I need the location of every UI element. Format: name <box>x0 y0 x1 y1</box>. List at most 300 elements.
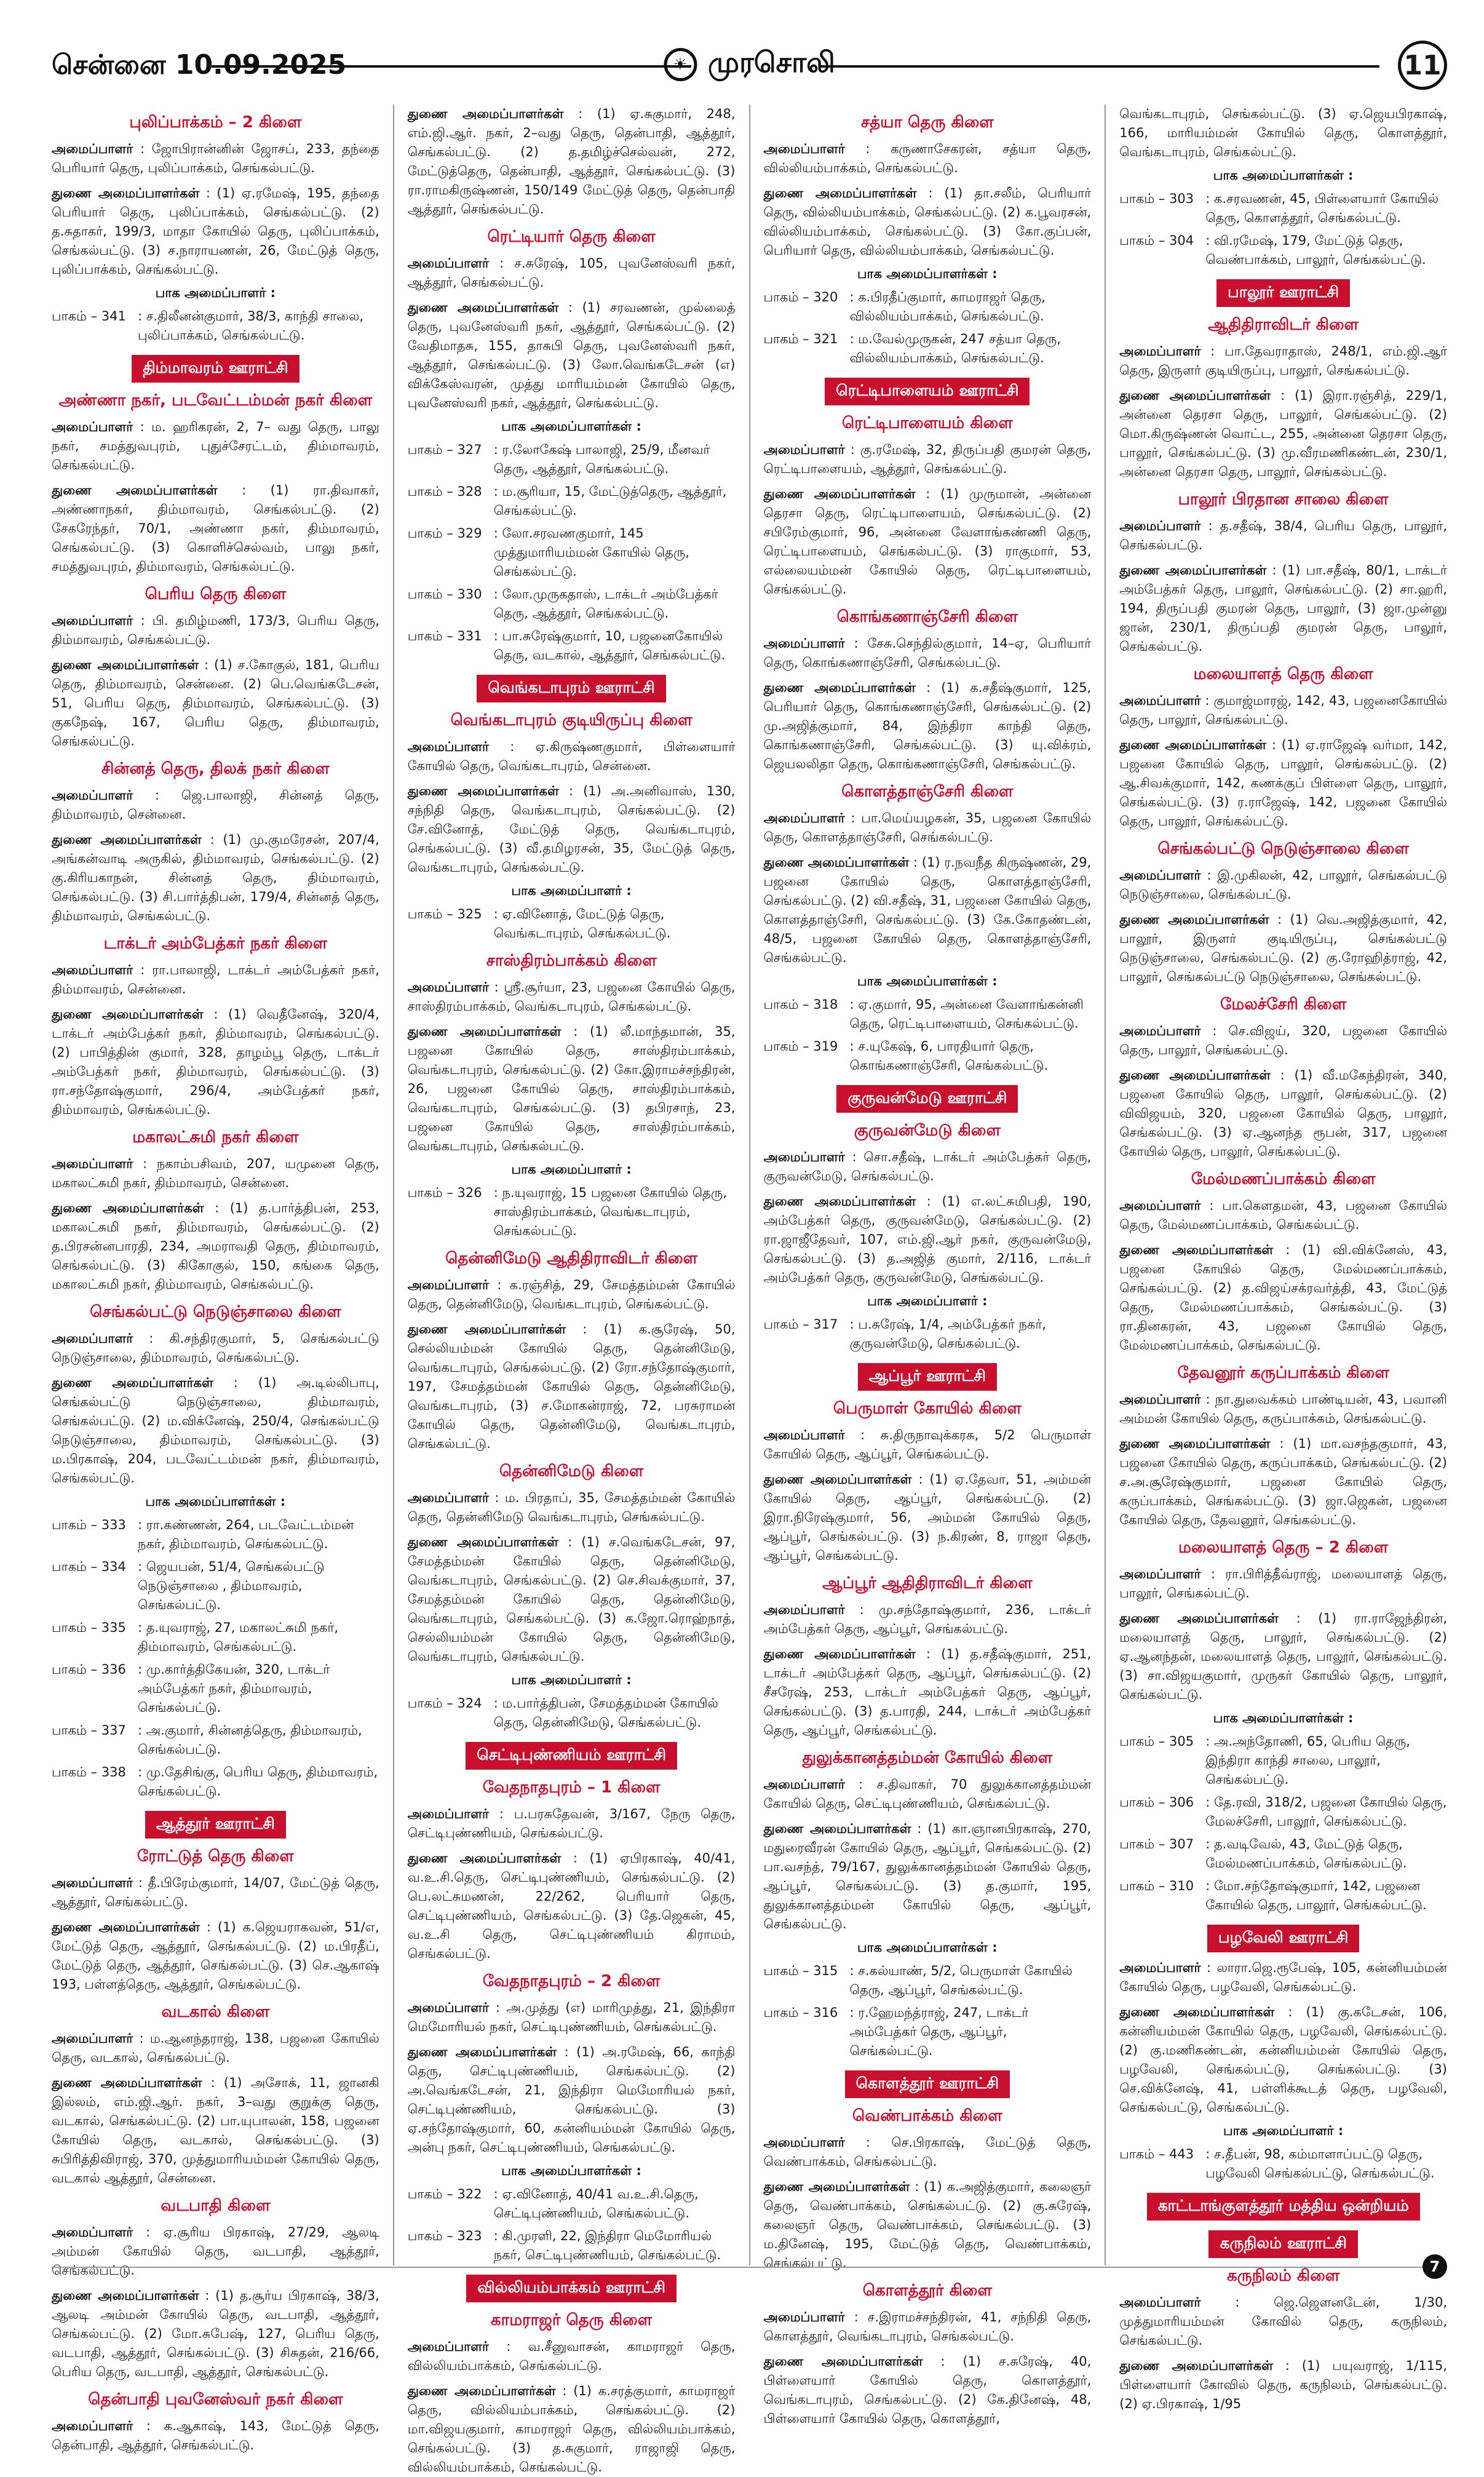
branch-heading: தென்னிமேடு கிளை <box>499 1462 644 1481</box>
deputy-entry <box>52 656 379 751</box>
entry-text: : (1) க.சதீஷ்குமார், 125, பெரியார் தெரு, கொங்கணாஞ்சேரி, செங்கல்பட்டு. (2) மு.அஜித்குமார், 84, இந்திரா காந்தி தெரு, கொங்கணாஞ்சேரி, செங்கல்பட்டு. (3) யு.விக்ரம், ஜெயலலிதா தெரு, கொங்கணாஞ்சேரி, செங்கல்பட்டு. <box>763 680 1092 771</box>
role-label: அமைப்பாளர் <box>407 256 490 271</box>
section-subhead: பாக அமைப்பாளர்கள் : <box>857 266 998 281</box>
deputy-entry <box>764 1819 1092 1934</box>
entry-text: : (1) ரா.ராஜேந்திரன், மலையாளத் தெரு, பாலூர், செங்கல்பட்டு. (2) ஏ.ஆனந்தன், மலையாளத் தெரு, பாலூர், செங்கல்பட்டு. (3) சா.விஜயகுமார், முருகர் கோயில் தெரு, பாலூர், செங்கல்பட்டு. <box>1119 1611 1447 1702</box>
booth-number: பாகம் – 335 <box>52 1620 126 1635</box>
booth-number: பாகம் – 318 <box>763 997 838 1012</box>
role-label: துணை அமைப்பாளர்கள் <box>763 1647 916 1661</box>
branch-heading: வெண்பாக்கம் கிளை <box>852 2107 1002 2125</box>
booth-number: பாகம் – 310 <box>1119 1879 1194 1893</box>
booth-number: பாகம் – 305 <box>1119 1734 1194 1749</box>
booth-number: பாகம் – 341 <box>52 309 126 324</box>
organizer-entry <box>408 1805 736 1843</box>
booth-number: பாகம் – 334 <box>52 1559 126 1574</box>
booth-entry <box>764 1037 1092 1075</box>
entry-text: : ஜோபிரான்னின் ஜோசப், 233, தந்தை பெரியார் தெரு, புலிப்பாக்கம், செங்கல்பட்டு. <box>52 141 379 175</box>
role-label: துணை அமைப்பாளர்கள் <box>407 1851 561 1866</box>
booth-number: பாகம் – 324 <box>407 1696 482 1711</box>
entry-text: : (1) ஏபிரகாஷ், 40/41, வ.உ.சி.தெரு, செட்டிபுண்ணியம், செங்கல்பட்டு. (2) பெ.லட்சுமணன், 22/262, பெரியார் தெரு, செட்டிபுண்ணியம், செங்கல்பட்டு. (3) தே.ஜெகன், 45, வ.உ.சி தெரு, செட்டிபுண்ணியம் கிராமம், செங்கல்பட்டு. <box>407 1851 736 1961</box>
role-label: துணை அமைப்பாளர்கள் <box>407 2045 557 2059</box>
entry-text: : ம.ஆனந்தராஜ், 138, பஜனை கோயில் தெரு, வடகால், செங்கல்பட்டு. <box>52 2031 379 2065</box>
booth-number: பாகம் – 325 <box>407 907 482 921</box>
organizer-entry <box>52 961 379 999</box>
role-label: துணை அமைப்பாளர்கள் <box>52 832 202 847</box>
deputy-entry <box>1119 1241 1447 1355</box>
booth-text: : ஏ.குமார், 95, அன்னை வேளாங்கன்னி தெரு, ரெட்டிபாளையம், செங்கல்பட்டு. <box>849 997 1084 1031</box>
entry-text: : த.சதீஷ், 38/4, பெரிய தெரு, பாலூர், செங்கல்பட்டு. <box>1119 519 1447 552</box>
booth-entry <box>408 2227 736 2265</box>
role-label: அமைப்பாளர் <box>763 1602 845 1617</box>
organizer-entry <box>408 254 736 292</box>
booth-entry <box>764 2003 1092 2061</box>
role-label: துணை அமைப்பாளர்கள் <box>763 2179 910 2194</box>
role-label: அமைப்பாளர் <box>407 2339 490 2354</box>
role-label: அமைப்பாளர் <box>52 788 133 803</box>
booth-text: : ர.ஹேமந்த்ராஜ், 247, டாக்டர் அம்பேத்கர் தெரு, ஆப்பூர், செங்கல்பட்டு. <box>849 2005 1029 2058</box>
booth-text: : ச.தீபன், 98, கம்மாளாப்பட்டு தெரு, பழவேலி செங்கல்பட்டு, செங்கல்பட்டு. <box>1205 2147 1435 2181</box>
booth-number: பாகம் – 322 <box>407 2187 482 2201</box>
booth-text: : ச.கல்யாண், 5/2, பெருமாள் கோயில் தெரு, ஆப்பூர், செங்கல்பட்டு. <box>849 1963 1073 1997</box>
role-label: துணை அமைப்பாளர்கள் <box>763 1194 916 1209</box>
booth-number: பாகம் – 330 <box>407 587 482 602</box>
booth-text: : லோ.முருகதாஸ், டாக்டர் அம்பேத்கர் தெரு, ஆத்தூர், செங்கல்பட்டு. <box>493 587 718 621</box>
panchayat-banner: ரெட்டிபாளையம் ஊராட்சி <box>825 378 1030 405</box>
booth-entry <box>408 585 736 623</box>
booth-text: : பா.சுரேஷ்குமார், 10, பஜனைகோயில் தெரு, வடகால், ஆத்தூர், செங்கல்பட்டு. <box>493 629 726 662</box>
role-label: துணை அமைப்பாளர்கள் <box>52 186 200 201</box>
booth-text: : ம.வேல்முருகன், 247 சத்யா தெரு, வில்லியம்பாக்கம், செங்கல்பட்டு. <box>849 332 1061 365</box>
role-label: அமைப்பாளர் <box>1119 519 1201 533</box>
branch-heading: வேதநாதபுரம் – 1 கிளை <box>482 1778 661 1797</box>
deputy-entry <box>52 830 379 926</box>
entry-text: : (1) ஏ.ராஜேஷ் வர்மா, 142, பஜனை கோயில் தெரு, பாலூர், செங்கல்பட்டு. (2) ஆ.சிவக்குமார், 142, கணக்குப் பிள்ளை தெரு, பாலூர், செங்கல்பட்டு. (3) ர.ராஜேஷ், 142, பஜனை கோயில் தெரு, பாலூர், செங்கல்பட்டு. <box>1119 738 1447 829</box>
branch-heading: அண்ணா நகர், படவேட்டம்மன் நகர் கிளை <box>58 391 373 410</box>
branch-heading: மேலச்சேரி கிளை <box>1220 995 1347 1014</box>
booth-number: பாகம் – 320 <box>763 290 838 304</box>
role-label: அமைப்பாளர் <box>407 1490 490 1505</box>
deputy-entry <box>1119 736 1447 831</box>
deputy-entry <box>1119 1609 1447 1704</box>
deputy-entry <box>764 1470 1092 1565</box>
entry-text: : ஸ்ரீ.சூர்யா, 23, பஜனை கோயில் தெரு, சாஸ்திரம்பாக்கம், வெங்கடாபுரம், செங்கல்பட்டு. <box>407 980 736 1014</box>
organizer-entry <box>1119 342 1447 380</box>
deputy-entry <box>408 1320 736 1453</box>
section-subhead: பாக அமைப்பாளர்கள் : <box>1213 1711 1354 1725</box>
role-label: அமைப்பாளர் <box>763 442 845 457</box>
organizer-entry <box>764 2308 1092 2346</box>
role-label: அமைப்பாளர் <box>52 963 133 977</box>
masthead <box>52 38 1447 106</box>
organizer-entry <box>1119 1196 1447 1235</box>
section-subhead: பாக அமைப்பாளர்கள் : <box>145 1494 286 1509</box>
branch-heading: ஆதிதிராவிடர் கிளை <box>1208 316 1359 334</box>
deputy-entry <box>1119 910 1447 987</box>
booth-number: பாகம் – 337 <box>52 1723 126 1738</box>
booth-number: பாகம் – 319 <box>763 1039 838 1054</box>
entry-text: : (1) த.சூர்ய பிரகாஷ், 38/3, ஆலடி அம்மன் கோயில் தெரு, வடபாதி, ஆத்தூர், செங்கல்பட்டு. (2) மோ.சுபேஷ், 127, பெரிய தெரு, வடபாதி, ஆத்தூர், செங்கல்பட்டு. (3) சிசுதன், 216/66, பெரிய தெரு, வடபாதி, ஆத்தூர், செங்கல்பட்டு. <box>52 2288 379 2379</box>
entry-text: : (1) இரா.ரஞ்சித், 229/1, அன்னை தெரசா தெரு, பாலூர், செங்கல்பட்டு. (2) மொ.கிருஷ்ணன் வொட்ட, 255, அன்னை தெரசா தெரு, பாலூர், செங்கல்பட்டு. (3) மு.வீரமணிகண்டன், 230/1, அன்னை தெரசா தெரு, பாலூர், செங்கல்பட்டு. <box>1119 388 1447 479</box>
deputy-entry <box>408 2043 736 2157</box>
deputy-entry <box>764 2177 1092 2273</box>
role-label: துணை அமைப்பாளர்கள் <box>52 483 218 498</box>
entry-text: : க.ஆகாஷ், 143, மேட்டுத் தெரு, தென்பாதி, ஆத்தூர், செங்கல்பட்டு. <box>52 2419 379 2452</box>
entry-text: : இ.முகிலன், 42, பாலூர், செங்கல்பட்டு நெடுஞ்சாலை, செங்கல்பட்டு. <box>1119 868 1447 902</box>
branch-heading: கொங்கணாஞ்சேரி கிளை <box>836 608 1018 626</box>
booth-text: : லோ.சரவணகுமார், 145 முத்துமாரியம்மன் கோயில் தெரு, செங்கல்பட்டு. <box>493 526 689 579</box>
panchayat-banner: கருநிலம் ஊராட்சி <box>1208 2230 1357 2258</box>
entry-text: : ஏ.கிருஷ்ணகுமார், பிள்ளையார் கோயில் தெரு, வெங்கடாபுரம், சென்னை. <box>407 739 736 773</box>
booth-text: : க.பிரதீப்குமார், காமராஜர் தெரு, வில்லியம்பாக்கம், செங்கல்பட்டு. <box>849 290 1046 324</box>
entry-text: : ஏ.சூரிய பிரகாஷ், 27/29, ஆலடி அம்மன் கோயில் தெரு, வடபாதி, ஆத்தூர், செங்கல்பட்டு. <box>52 2225 379 2278</box>
booth-text: : வி.ரமேஷ், 179, மேட்டுத் தெரு, வெண்பாக்கம், பாலூர், செங்கல்பட்டு. <box>1205 233 1426 267</box>
role-label: அமைப்பாளர் <box>763 2310 845 2324</box>
branch-heading: வேதநாதபுரம் – 2 கிளை <box>482 1972 661 1990</box>
booth-number: பாகம் – 333 <box>52 1517 126 1532</box>
role-label: அமைப்பாளர் <box>1119 1024 1201 1038</box>
organizer-entry <box>764 140 1092 178</box>
continued-entry: வெங்கடாபுரம், செங்கல்பட்டு. (3) ஏ.ஜெயபிரகாஷ், 166, மாரியம்மன் கோயில் தெரு, கொளத்தூர், வெங்கடாபுரம், செங்கல்பட்டு. <box>1119 106 1447 159</box>
role-label: துணை அமைப்பாளர்கள் <box>52 658 199 672</box>
entry-text: : (1) ரா.திவாகர், அண்ணாநகர், திம்மாவரம், செங்கல்பட்டு. (2) சேகரேந்தர், 70/1, அண்ணா நகர், திம்மாவரம், செங்கல்பட்டு. (3) கொளிச்செல்வம், பாலு நகர், சமத்துவபுரம், திம்மாவரம், செங்கல்பட்டு. <box>52 483 379 574</box>
role-label: அமைப்பாளர் <box>1119 344 1201 359</box>
entry-text: : (1) வெதீனேஷ், 320/4, டாக்டர் அம்பேத்கர் நகர், திம்மாவரம், செங்கல்பட்டு. (2) பாபித்தின் குமார், 328, தாழம்பூ தெரு, டாக்டர் அம்பேத்கர் நகர், திம்மாவரம், செங்கல்பட்டு. (3) ரா.சந்தோஷ்குமார், 296/4, அம்பேத்கர் நகர், திம்மாவரம், செங்கல்பட்டு. <box>52 1007 379 1117</box>
booth-entry <box>1119 1732 1447 1789</box>
booth-text: : ம.சூரியா, 15, மேட்டுத்தெரு, ஆத்தூர், செங்கல்பட்டு. <box>493 484 727 518</box>
role-label: துணை அமைப்பாளர்கள் <box>1119 912 1269 927</box>
entry-text: : வ.சீனுவாசன், காமராஜர் தெரு, வில்லியம்பாக்கம், செங்கல்பட்டு. <box>407 2339 736 2373</box>
organizer-entry <box>52 2029 379 2067</box>
booth-entry <box>1119 1835 1447 1873</box>
organizer-entry <box>764 1775 1092 1813</box>
booth-entry <box>408 2185 736 2223</box>
branch-heading: புலிப்பாக்கம் – 2 கிளை <box>129 113 302 132</box>
role-label: துணை அமைப்பாளர்கள் <box>1119 563 1267 578</box>
role-label: அமைப்பாளர் <box>763 2135 845 2150</box>
deputy-entry <box>408 2382 736 2477</box>
role-label: துணை அமைப்பாளர்கள் <box>763 186 917 201</box>
booth-entry <box>408 1694 736 1732</box>
deputy-entry <box>764 1645 1092 1740</box>
entry-text: : பா.கௌதமன், 43, பஜனை கோயில் தெரு, மேல்மணப்பாக்கம், செங்கல்பட்டு. <box>1119 1198 1447 1232</box>
entry-text: : சேசு.செந்தில்குமார், 14–ஏ, பெரியார் தெரு, கொங்கணாஞ்சேரி, செங்கல்பட்டு. <box>763 636 1092 670</box>
deputy-entry <box>408 298 736 413</box>
role-label: துணை அமைப்பாளர்கள் <box>52 2288 199 2303</box>
booth-number: பாகம் – 303 <box>1119 191 1194 206</box>
deputy-entry <box>764 485 1092 599</box>
branch-heading: ரெட்டியார் தெரு கிளை <box>487 228 656 246</box>
deputy-entry <box>764 184 1092 260</box>
organizer-entry <box>1119 517 1447 555</box>
branch-heading: பாலூர் பிரதான சாலை கிளை <box>1178 490 1389 509</box>
columns <box>52 105 1447 2475</box>
role-label: அமைப்பாளர் <box>407 1807 490 1821</box>
bottom-rule <box>52 2267 1447 2268</box>
role-label: துணை அமைப்பாளர்கள் <box>52 1920 200 1934</box>
deputy-entry <box>764 678 1092 774</box>
panchayat-banner: வெங்கடாபுரம் ஊராட்சி <box>477 675 666 702</box>
organizer-entry <box>764 2133 1092 2171</box>
section-subhead: பாக அமைப்பாளர்கள் : <box>1213 168 1354 183</box>
booth-text: : ச.திலீனன்குமார், 38/3, காந்தி சாலை, புலிப்பாக்கம், செங்கல்பட்டு. <box>138 309 364 343</box>
role-label: துணை அமைப்பாளர்கள் <box>52 1007 204 1022</box>
entry-text: : (1) பயுவராஜ், 1/115, பிள்ளையார் கோவில் தெரு, கருநிலம், செங்கல்பட்டு. (2) ஏ.பிரகாஷ், 1/95 <box>1119 2358 1447 2411</box>
booth-text: : அ.அந்தோணி, 65, பெரிய தெரு, இந்திரா காந்தி சாலை, பாலூர், செங்கல்பட்டு. <box>1205 1734 1410 1787</box>
organizer-entry <box>1119 1022 1447 1060</box>
booth-entry <box>408 482 736 520</box>
panchayat-banner: பழவேலி ஊராட்சி <box>1207 1925 1360 1952</box>
role-label: அமைப்பாளர் <box>1119 2295 1201 2310</box>
organizer-entry <box>1119 691 1447 730</box>
entry-text: : ஜெ.பாலாஜி, சின்னத் தெரு, திம்மாவரம், சென்னை. <box>52 788 379 822</box>
role-label: அமைப்பாளர் <box>763 1428 845 1442</box>
role-label: அமைப்பாளர் <box>763 141 845 156</box>
deputy-entry <box>408 1533 736 1666</box>
entry-text: : (1) முருமான், அன்னை தெரசா தெரு, ரெட்டிபாளையம், செங்கல்பட்டு. (2) சபிரேம்குமார், 96, அன்னை வேளாங்கண்ணி தெரு, ரெட்டிபாளையம், செங்கல்பட்டு. (3) ராகுமார், 53, எல்லையம்மன் கோயில் தெரு, ரெட்டிபாளையம், செங்கல்பட்டு. <box>763 487 1092 597</box>
branch-heading: ரெட்டிபாளையம் கிளை <box>842 414 1013 432</box>
booth-text: : மு.தேசிங்கு, பெரிய தெரு, திம்மாவரம், செங்கல்பட்டு. <box>138 1765 378 1799</box>
entry-text: : (1) மா.வசந்தகுமார், 43, பஜனை கோயில் தெரு, கருப்பாக்கம், செங்கல்பட்டு. (2) ச.அ.சூரேஷ்குமார், பஜனை கோயில் தெரு, கருப்பாக்கம், செங்கல்பட்டு. (3) ஜா.ஜெகன், பஜனை கோயில் தெரு, தேவனூர், செங்கல்பட்டு. <box>1119 1436 1447 1527</box>
role-label: அமைப்பாளர் <box>407 2000 490 2015</box>
entry-text: : கி.சந்திரகுமார், 5, செங்கல்பட்டு நெடுஞ்சாலை, திம்மாவரம், செங்கல்பட்டு. <box>52 1331 379 1365</box>
organizer-entry <box>764 1600 1092 1639</box>
panchayat-banner: கொளத்தூர் ஊராட்சி <box>845 2070 1010 2098</box>
entry-text: : சு.திருநாவுக்கரசு, 5/2 பெருமாள் கோயில் தெரு, ஆப்பூர், செங்கல்பட்டு. <box>763 1428 1092 1461</box>
role-label: அமைப்பாளர் <box>52 2031 133 2046</box>
entry-text: : பி. தமிழ்மணி, 173/3, பெரிய தெரு, திம்மாவரம், செங்கல்பட்டு. <box>52 613 379 647</box>
section-subhead: பாக அமைப்பாளர் : <box>511 1162 632 1177</box>
entry-text: : கு.ரமேஷ், 32, திருப்பதி குமரன் தெரு, ரெட்டிபாளையம், ஆத்தூர், செங்கல்பட்டு. <box>763 442 1092 476</box>
deputy-entry <box>408 105 736 219</box>
branch-heading: கொளத்தூர் கிளை <box>862 2281 992 2300</box>
sun-logo-icon: ☀ <box>664 48 697 81</box>
role-label: அமைப்பாளர் <box>52 1875 133 1890</box>
organizer-entry <box>1119 1390 1447 1428</box>
organizer-entry <box>1119 1565 1447 1603</box>
branch-heading: குருவன்மேடு கிளை <box>854 1121 1001 1140</box>
section-subhead: பாக அமைப்பாளர் : <box>867 1294 988 1308</box>
entry-text: : (1) மு.குமரேசன், 207/4, அங்கன்வாடி அருகில், திம்மாவரம், செங்கல்பட்டு. (2) கு.கிரியகாநன், சின்னத் தெரு, திம்மாவரம், செங்கல்பட்டு. (3) சி.பார்த்திபன், 179/4, சின்னத் தெரு, திம்மாவரம், செங்கல்பட்டு. <box>52 832 379 923</box>
deputy-entry <box>52 1005 379 1119</box>
organizer-entry <box>764 634 1092 672</box>
entry-text: : (1) வி.விக்னேஸ், 43, பஜனை கோயில் தெரு, மேல்மணப்பாக்கம், செங்கல்பட்டு. (2) த.விஜய்சக்ரவர்த்தி, 43, மேட்டுத் தெரு, மேல்மணப்பாக்கம், செங்கல்பட்டு. (3) ரா.தினகரன், 43, பஜனை கோயில் தெரு, மேல்மணப்பாக்கம், செங்கல்பட்டு. <box>1119 1242 1447 1353</box>
role-label: துணை அமைப்பாளர்கள் <box>763 1472 912 1487</box>
booth-entry <box>1119 231 1447 269</box>
role-label: அமைப்பாளர் <box>407 1278 490 1292</box>
branch-heading: சத்யா தெரு கிளை <box>860 113 994 132</box>
booth-text: : ச.யுகேஷ், 6, பாரதியார் தெரு, கொங்கணாஞ்சேரி, செங்கல்பட்டு. <box>849 1039 1049 1073</box>
branch-heading: செங்கல்பட்டு நெடுஞ்சாலை கிளை <box>90 1303 341 1321</box>
booth-number: பாகம் – 317 <box>763 1317 838 1332</box>
organizer-entry <box>1119 1958 1447 1997</box>
booth-entry <box>764 1962 1092 2000</box>
role-label: அமைப்பாளர் <box>763 1150 845 1164</box>
entry-text: : ச.இராமச்சந்திரன், 41, சந்நிதி தெரு, கொளத்தூர், வெங்கடாபுரம், செங்கல்பட்டு. <box>763 2310 1092 2344</box>
booth-entry <box>764 330 1092 368</box>
section-subhead: பாக அமைப்பாளர்கள் : <box>501 419 641 434</box>
branch-heading: ஆப்பூர் ஆதிதிராவிடர் கிளை <box>822 1574 1033 1592</box>
booth-text: : கி.முரளி, 22, இந்திரா மெமோரியல் நகர், செட்டிபுண்ணியம், செங்கல்பட்டு. <box>493 2229 721 2262</box>
deputy-entry <box>1119 1066 1447 1161</box>
newspaper-name: முரசொலி <box>708 46 835 79</box>
organizer-entry <box>52 1155 379 1193</box>
booth-number: பாகம் – 304 <box>1119 233 1194 248</box>
role-label: அமைப்பாளர் <box>1119 1198 1201 1213</box>
booth-entry <box>52 1516 379 1554</box>
role-label: துணை அமைப்பாளர்கள் <box>1119 388 1271 403</box>
entry-text: : குமாஜ்மாரஜ், 142, 43, பஜனைகோயில் தெரு, பாலூர், செங்கல்பட்டு. <box>1119 693 1447 727</box>
entry-text: : பா.மெய்யழகன், 35, பஜனை கோயில் தெரு, கொளத்தாஞ்சேரி, செங்கல்பட்டு. <box>763 811 1092 845</box>
entry-text: : (1) ச.சுரேஷ், 40, பிள்ளையார் கோயில் தெரு, கொளத்தூர், வெங்கடாபுரம், செங்கல்பட்டு. (2) கே.தினேஷ், 48, பிள்ளையார் கோயில் தெரு, கொளத்தூர், <box>763 2354 1092 2426</box>
entry-text: : (1) த.பார்த்திபன், 253, மகாலட்சுமி நகர், திம்மாவரம், செங்கல்பட்டு. (2) த.பிரசன்னபாரதி, 234, அமராவதி தெரு, திம்மாவரம், செங்கல்பட்டு. (3) கிகோகுல், 150, கங்கை தெரு, மகாலட்சுமி நகர், திம்மாவரம், செங்கல்பட்டு. <box>52 1201 379 1292</box>
role-label: துணை அமைப்பாளர்கள் <box>763 1821 911 1836</box>
booth-number: பாகம் – 443 <box>1119 2147 1194 2161</box>
organizer-entry <box>764 1148 1092 1186</box>
organizer-entry <box>408 2337 736 2376</box>
branch-heading: சின்னத் தெரு, திலக் நகர் கிளை <box>101 760 330 778</box>
role-label: துணை அமைப்பாளர்கள் <box>1119 2358 1274 2373</box>
entry-text: : சொ.சதீஷ், டாக்டர் அம்பேத்கர் தெரு, குருவன்மேடு, செங்கல்பட்டு. <box>763 1150 1092 1183</box>
role-label: அமைப்பாளர் <box>763 636 845 651</box>
deputy-entry <box>764 853 1092 968</box>
branch-heading: தென்னிமேடு ஆதிதிராவிடர் கிளை <box>445 1249 698 1268</box>
deputy-entry <box>52 2073 379 2188</box>
section-subhead: பாக அமைப்பாளர் : <box>511 883 632 898</box>
booth-text: : மு.கார்த்திகேயன், 320, டாக்டர் அம்பேத்கர் நகர், திம்மாவரம், செங்கல்பட்டு. <box>138 1662 330 1715</box>
booth-text: : ந.யுவராஜ், 15 பஜனை கோயில் தெரு, சாஸ்திரம்பாக்கம், வெங்கடாபுரம், செங்கல்பட்டு. <box>493 1185 728 1238</box>
section-subhead: பாக அமைப்பாளர்கள் : <box>857 974 998 988</box>
entry-text: : தீ.பிரேம்குமார், 14/07, மேட்டுத் தெரு, ஆத்தூர், செங்கல்பட்டு. <box>52 1875 379 1909</box>
entry-text: : மு.சந்தோஷ்குமார், 236, டாக்டர் அம்பேத்கர் தெரு, ஆப்பூர், செங்கல்பட்டு. <box>763 1602 1092 1636</box>
booth-text: : த.வடிவேல், 43, மேட்டுத் தெரு, மேல்மணப்பாக்கம், செங்கல்பட்டு. <box>1205 1837 1407 1871</box>
organizer-entry <box>408 1276 736 1314</box>
panchayat-banner: ஆத்தூர் ஊராட்சி <box>145 1811 286 1839</box>
deputy-entry <box>408 1022 736 1156</box>
entry-text: : (1) ஏ.சுகுமார், 248, எம்.ஜி.ஆர். நகர், 2–வது தெரு, தென்பாதி, ஆத்தூர், செங்கல்பட்டு. (2) த.தமிழ்ச்செல்வன், 272, மேட்டுத்தெரு, தென்பாதி, ஆத்தூர், செங்கல்பட்டு. (3) ரா.ராமகிருஷ்ணன், 150/149 மேட்டுத் தெரு, தென்பாதி ஆத்தூர், செங்கல்பட்டு. <box>407 106 736 217</box>
entry-text: : ரா.பாலாஜி, டாக்டர் அம்பேத்கர் நகர், திம்மாவரம், சென்னை. <box>52 963 379 996</box>
column-4 <box>1105 105 1447 2411</box>
role-label: துணை அமைப்பாளர்கள் <box>407 1024 561 1039</box>
entry-text: : (1) க.ஜெயராகவன், 51/எ, மேட்டுத் தெரு, ஆத்தூர், செங்கல்பட்டு. (2) ம.பிரதீப், மேட்டுத் தெரு, ஆத்தூர், செங்கல்பட்டு. (3) செ.ஆகாஷ் 193, பள்ளத்தெரு, ஆத்தூர், செங்கல்பட்டு. <box>52 1920 379 1992</box>
organizer-entry <box>408 738 736 776</box>
booth-entry <box>1119 189 1447 228</box>
role-label: அமைப்பாளர் <box>52 2419 133 2433</box>
role-label: துணை அமைப்பாளர்கள் <box>1119 2005 1275 2019</box>
booth-entry <box>408 524 736 581</box>
deputy-entry <box>52 1374 379 1488</box>
role-label: துணை அமைப்பாளர்கள் <box>1119 1242 1274 1257</box>
booth-text: : த.யுவராஜ், 27, மகாலட்சுமி நகர், திம்மாவரம், செங்கல்பட்டு. <box>138 1620 339 1654</box>
deputy-entry <box>1119 2003 1447 2117</box>
booth-entry <box>52 1721 379 1759</box>
role-label: துணை அமைப்பாளர்கள் <box>52 1375 213 1390</box>
booth-entry <box>52 307 379 345</box>
role-label: அமைப்பாளர் <box>1119 1960 1201 1975</box>
entry-text: : (1) எ.லட்சுமிபதி, 190, அம்பேத்கர் தெரு, குருவன்மேடு, செங்கல்பட்டு. (2) ரா.ஜாஜீதேவர், 107, எம்.ஜி.ஆர் நகர், குருவன்மேடு, செங்கல்பட்டு. (3) த.அஜித் குமார், 2/116, டாக்டர் அம்பேத்கர் தெரு, குருவன்மேடு, செங்கல்பட்டு. <box>763 1194 1092 1285</box>
booth-number: பாகம் – 326 <box>407 1185 482 1200</box>
deputy-entry <box>1119 2356 1447 2414</box>
branch-heading: மலையாளத் தெரு – 2 கிளை <box>1178 1538 1389 1557</box>
entry-text: : நா.துவைக்கம் பாண்டியன், 43, பவானி அம்மன் கோயில் தெரு, கருப்பாக்கம், செங்கல்பட்டு. <box>1119 1392 1447 1426</box>
panchayat-banner: திம்மாவரம் ஊராட்சி <box>132 355 299 383</box>
branch-heading: கொளத்தாஞ்சேரி கிளை <box>841 782 1014 801</box>
role-label: துணை அமைப்பாளர்கள் <box>763 487 916 501</box>
continuation-marker: 7 <box>1422 2254 1447 2279</box>
branch-heading: செங்கல்பட்டு நெடுஞ்சாலை கிளை <box>1157 840 1409 858</box>
union-banner: காட்டாங்குளத்தூர் மத்திய ஒன்றியம் <box>1147 2193 1420 2221</box>
column-1 <box>52 105 393 2452</box>
booth-number: பாகம் – 316 <box>763 2005 838 2020</box>
booth-number: பாகம் – 336 <box>52 1662 126 1677</box>
booth-entry <box>764 288 1092 326</box>
booth-number: பாகம் – 338 <box>52 1765 126 1779</box>
deputy-entry <box>52 184 379 279</box>
role-label: அமைப்பாளர் <box>1119 1567 1201 1581</box>
booth-text: : தே.ரவி, 318/2, பஜனை கோயில் தெரு, மேலச்சேரி, பாலூர், செங்கல்பட்டு. <box>1205 1795 1447 1829</box>
branch-heading: மலையாளத் தெரு கிளை <box>1193 665 1373 683</box>
role-label: அமைப்பாளர் <box>407 980 490 995</box>
entry-text: : (1) வீ.மகேந்திரன், 340, பஜனை கோயில் தெரு, பாலூர், செங்கல்பட்டு. (2) விவிஜயம், 320, பஜனை கோயில் தெரு, பாலூர், செங்கல்பட்டு. (3) ஏ.ஆனந்த ரூபன், 317, பஜனை கோயில் தெரு, பாலூர், செங்கல்பட்டு. <box>1119 1068 1447 1159</box>
entry-text: : (1) ஏ.தேவா, 51, அம்மன் கோயில் தெரு, ஆப்பூர், செங்கல்பட்டு. (2) இரா.நிரேஷ்குமார், 56, அம்மன் கோயில் தெரு, ஆப்பூர், செங்கல்பட்டு. (3) ந.கிரண், 8, ராஜா தெரு, ஆப்பூர், செங்கல்பட்டு. <box>763 1472 1092 1563</box>
masthead-title <box>664 46 835 83</box>
booth-text: : ர.லோகேஷ் பாலாஜி, 25/9, மீனவர் தெரு, ஆத்தூர், செங்கல்பட்டு. <box>493 442 710 476</box>
entry-text: : (1) ர.நவநீத கிருஷ்ணன், 29, பஜனை கோயில் தெரு, கொளத்தாஞ்சேரி, செங்கல்பட்டு. (2) வி.சதீஷ், 31, பஜனை கோயில் தெரு, கொளத்தாஞ்சேரி, செங்கல்பட்டு. (3) கே.கோதண்டன், 48/5, பஜனை கோயில் தெரு, கொளத்தாஞ்சேரி, செங்கல்பட்டு. <box>763 855 1092 965</box>
branch-heading: பெரிய தெரு கிளை <box>145 585 287 603</box>
booth-entry <box>1119 1793 1447 1831</box>
deputy-entry <box>1119 386 1447 482</box>
entry-text: : செ.விஜய், 320, பஜனை கோயில் தெரு, பாலூர், செங்கல்பட்டு. <box>1119 1024 1447 1057</box>
role-label: துணை அமைப்பாளர்கள் <box>407 106 564 121</box>
booth-number: பாகம் – 329 <box>407 526 482 541</box>
booth-entry <box>52 1557 379 1615</box>
role-label: அமைப்பாளர் <box>52 1331 133 1346</box>
organizer-entry <box>52 611 379 650</box>
organizer-entry <box>52 140 379 178</box>
organizer-entry <box>52 418 379 475</box>
role-label: துணை அமைப்பாளர்கள் <box>1119 1068 1271 1083</box>
role-label: அமைப்பாளர் <box>1119 1392 1201 1407</box>
booth-text: : ஜெயபன், 51/4, செங்கல்பட்டு நெடுஞ்சாலை , திம்மாவரம், செங்கல்பட்டு. <box>138 1559 325 1612</box>
entry-text: : (1) ஏ.ரமேஷ், 195, தந்தை பெரியார் தெரு, புலிப்பாக்கம், செங்கல்பட்டு. (2) த.சுதாகர், 199/3, மாதா கோயில் தெரு, புலிப்பாக்கம், செங்கல்பட்டு. (3) ச.நாராயணன், 26, மேட்டுத் தெரு, புலிப்பாக்கம், செங்கல்பட்டு. <box>52 186 379 277</box>
organizer-entry <box>52 786 379 824</box>
booth-entry <box>408 905 736 943</box>
section-subhead: பாக அமைப்பாளர் : <box>511 1672 632 1687</box>
role-label: அமைப்பாளர் <box>407 739 490 754</box>
entry-text: : (1) கு.கடேசன், 106, கன்னியம்மன் கோயில் தெரு, பழவேலி, செங்கல்பட்டு. (2) கு.மணிகண்டன், கன்னியம்மன் கோயில் தெரு, பழவேலி, செங்கல்பட்டு, செங்கல்பட்டு. (3) செ.விக்னேஷ், 41, பள்ளிக்கூடத் தெரு, பழவேலி, செங்கல்பட்டு, செங்கல்பட்டு. <box>1119 2005 1447 2115</box>
booth-entry <box>52 1618 379 1656</box>
organizer-entry <box>1119 866 1447 904</box>
booth-text: : ரா.கண்ணன், 264, படவேட்டம்மன் நகர், திம்மாவரம், செங்கல்பட்டு. <box>138 1517 354 1551</box>
organizer-entry <box>52 2417 379 2455</box>
entry-text: : அ.முத்து (எ) மாரிமுத்து, 21, இந்திரா மெமோரியல் நகர், செட்டிபுண்ணியம், செங்கல்பட்டு. <box>407 2000 736 2034</box>
role-label: அமைப்பாளர் <box>52 141 133 156</box>
booth-text: : அ.குமார், சின்னத்தெரு, திம்மாவரம், செங்கல்பட்டு. <box>138 1723 362 1757</box>
role-label: துணை அமைப்பாளர்கள் <box>1119 1611 1279 1626</box>
booth-entry <box>408 440 736 479</box>
booth-number: பாகம் – 327 <box>407 442 482 457</box>
deputy-entry <box>52 2286 379 2382</box>
role-label: துணை அமைப்பாளர்கள் <box>52 2075 202 2090</box>
deputy-entry <box>52 1199 379 1294</box>
booth-text: : ம.பார்த்திபன், சேமத்தம்மன் கோயில் தெரு, தென்னிமேடு, செங்கல்பட்டு. <box>493 1696 718 1730</box>
role-label: துணை அமைப்பாளர்கள் <box>407 1535 558 1549</box>
branch-heading: டாக்டர் அம்பேத்கர் நகர் கிளை <box>103 934 328 953</box>
role-label: அமைப்பாளர் <box>52 1156 133 1171</box>
booth-entry <box>52 1763 379 1801</box>
entry-text: : ச.சுரேஷ், 105, புவனேஸ்வரி நகர், ஆத்தூர், செங்கல்பட்டு. <box>407 256 736 290</box>
deputy-entry <box>764 1192 1092 1287</box>
entry-text: : (1) லீ.மாந்தமான், 35, பஜனை கோயில் தெரு, சாஸ்திரம்பாக்கம், வெங்கடாபுரம், செங்கல்பட்டு. (2) கோ.இராமச்சந்திரன், 26, பஜனை கோயில் தெரு, சாஸ்திரம்பாக்கம், வெங்கடாபுரம், செங்கல்பட்டு. (3) தபிரசாந், 23, பஜனை கோயில் தெரு, சாஸ்திரம்பாக்கம், வெங்கடாபுரம், செங்கல்பட்டு. <box>407 1024 736 1153</box>
